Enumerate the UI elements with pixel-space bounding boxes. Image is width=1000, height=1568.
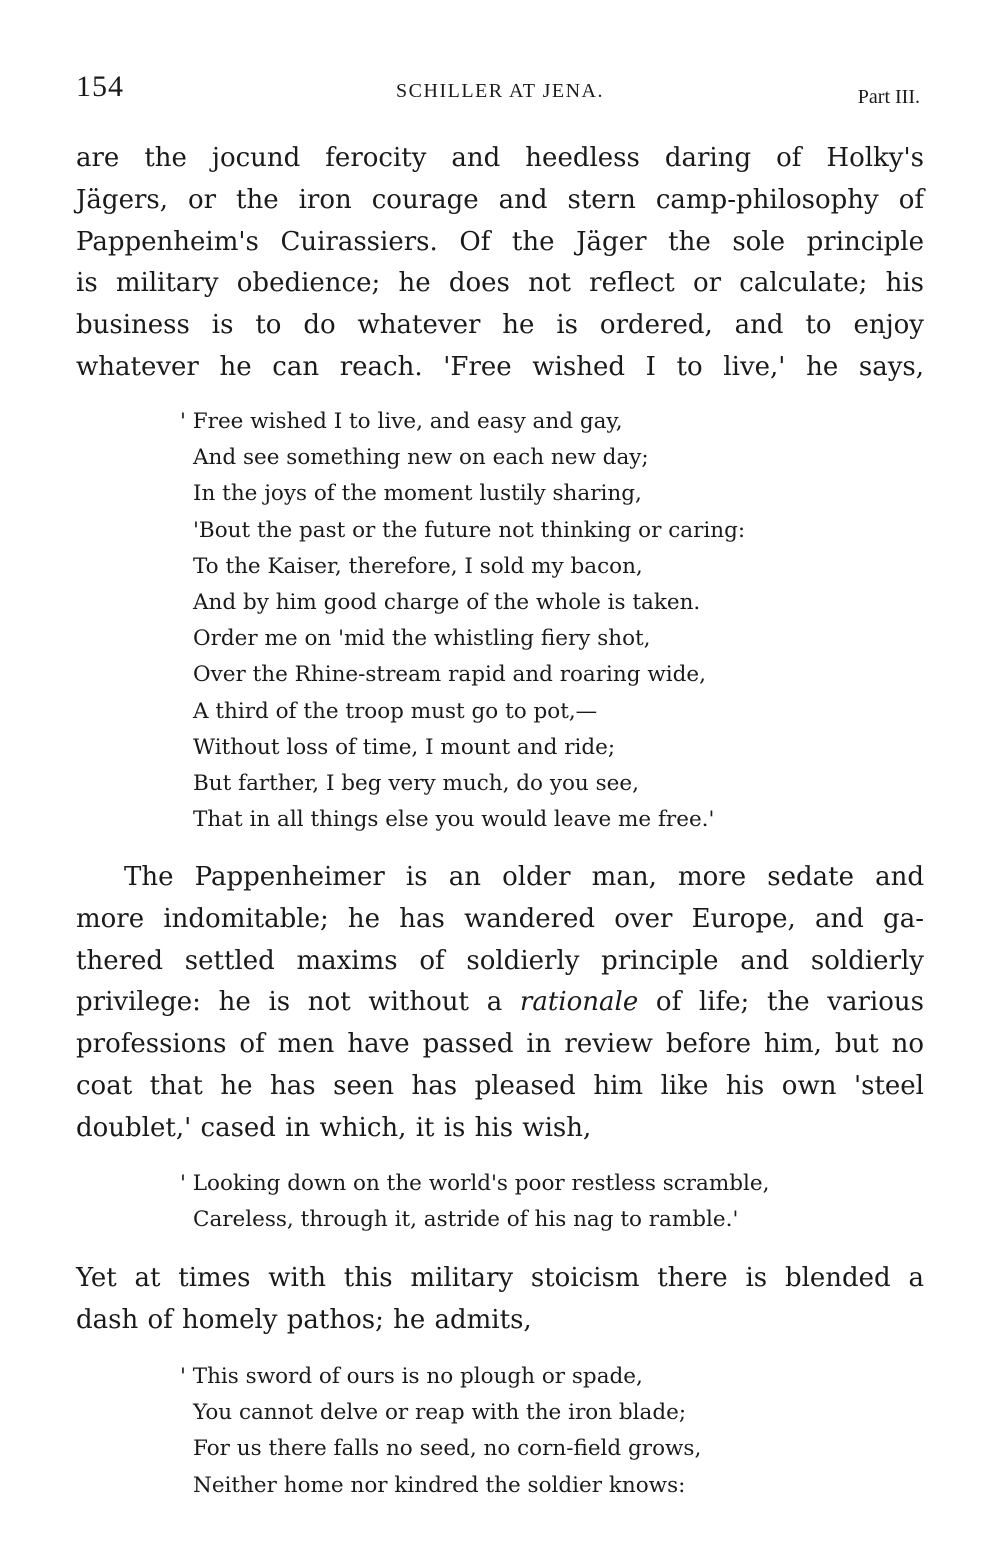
verse-line: For us there falls no seed, no corn-field grows, xyxy=(193,1436,702,1462)
page-number: 154 xyxy=(76,70,124,103)
part-label: Part III. xyxy=(857,86,920,108)
text-line: doublet,' cased in which, it is his wish, xyxy=(76,1112,592,1143)
verse-line: Careless, through it, astride of his nag to ramble.' xyxy=(193,1207,739,1233)
verse-line: Over the Rhine-stream rapid and roaring wide, xyxy=(193,662,706,688)
text-line: thered settled maxims of soldierly principle and soldierly xyxy=(76,945,924,976)
verse-line: Neither home nor kindred the soldier knows: xyxy=(193,1472,686,1498)
verse-line: ' Free wished I to live, and easy and gay, xyxy=(180,409,623,434)
text-line-with-italic xyxy=(76,982,924,1024)
verse-line: Order me on 'mid the whistling fiery shot, xyxy=(193,626,651,652)
paragraph-2 xyxy=(76,857,924,1150)
text-line: business is to do whatever he is ordered, and to enjoy xyxy=(76,310,924,341)
text-line: more indomitable; he has wandered over Europe, and ga- xyxy=(76,903,924,934)
verse-line: And see something new on each new day; xyxy=(193,445,649,471)
text-line: whatever he can reach. 'Free wished I to live,' he says, xyxy=(76,351,924,382)
text-fragment: privilege: he is not without a xyxy=(76,987,520,1018)
verse-line: Without loss of time, I mount and ride; xyxy=(193,734,616,760)
text-line: Pappenheim's Cuirassiers. Of the Jäger the sole principle xyxy=(76,226,924,257)
verse-line: You cannot delve or reap with the iron blade; xyxy=(193,1400,687,1426)
text-line: are the jocund ferocity and heedless daring of Holky's xyxy=(76,143,924,173)
verse-block-3 xyxy=(180,1359,860,1504)
verse-line: ' Looking down on the world's poor restless scramble, xyxy=(180,1171,770,1196)
verse-line: 'Bout the past or the future not thinking or caring: xyxy=(193,517,746,543)
verse-block-2 xyxy=(180,1166,860,1238)
paragraph-3 xyxy=(76,1258,924,1342)
italic-term: rationale xyxy=(519,987,639,1018)
text-line: dash of homely pathos; he admits, xyxy=(76,1304,532,1335)
text-line: Jägers, or the iron courage and stern camp-philosophy of xyxy=(76,184,924,215)
verse-line: And by him good charge of the whole is taken. xyxy=(193,590,701,616)
verse-line: That in all things else you would leave me free.' xyxy=(193,807,715,833)
verse-line: To the Kaiser, therefore, I sold my bacon, xyxy=(193,553,643,579)
running-title: SCHILLER AT JENA. xyxy=(396,80,604,102)
verse-line: But farther, I beg very much, do you see, xyxy=(193,771,639,797)
paragraph-1 xyxy=(76,138,924,389)
verse-block-1 xyxy=(180,404,860,838)
text-line: The Pappenheimer is an older man, more sedate and xyxy=(124,862,924,892)
verse-line: In the joys of the moment lustily sharing, xyxy=(193,481,642,507)
text-line: is military obedience; he does not reflect or calculate; his xyxy=(76,268,924,299)
text-line: professions of men have passed in review before him, but no xyxy=(76,1029,924,1060)
text-line: coat that he has seen has pleased him like his own 'steel xyxy=(76,1070,924,1101)
page-header xyxy=(76,70,924,110)
text-fragment: of life; the various xyxy=(638,987,924,1018)
text-line: Yet at times with this military stoicism there is blended a xyxy=(76,1263,924,1293)
verse-line: A third of the troop must go to pot,— xyxy=(193,698,598,724)
verse-line: ' This sword of ours is no plough or spade, xyxy=(180,1364,643,1389)
